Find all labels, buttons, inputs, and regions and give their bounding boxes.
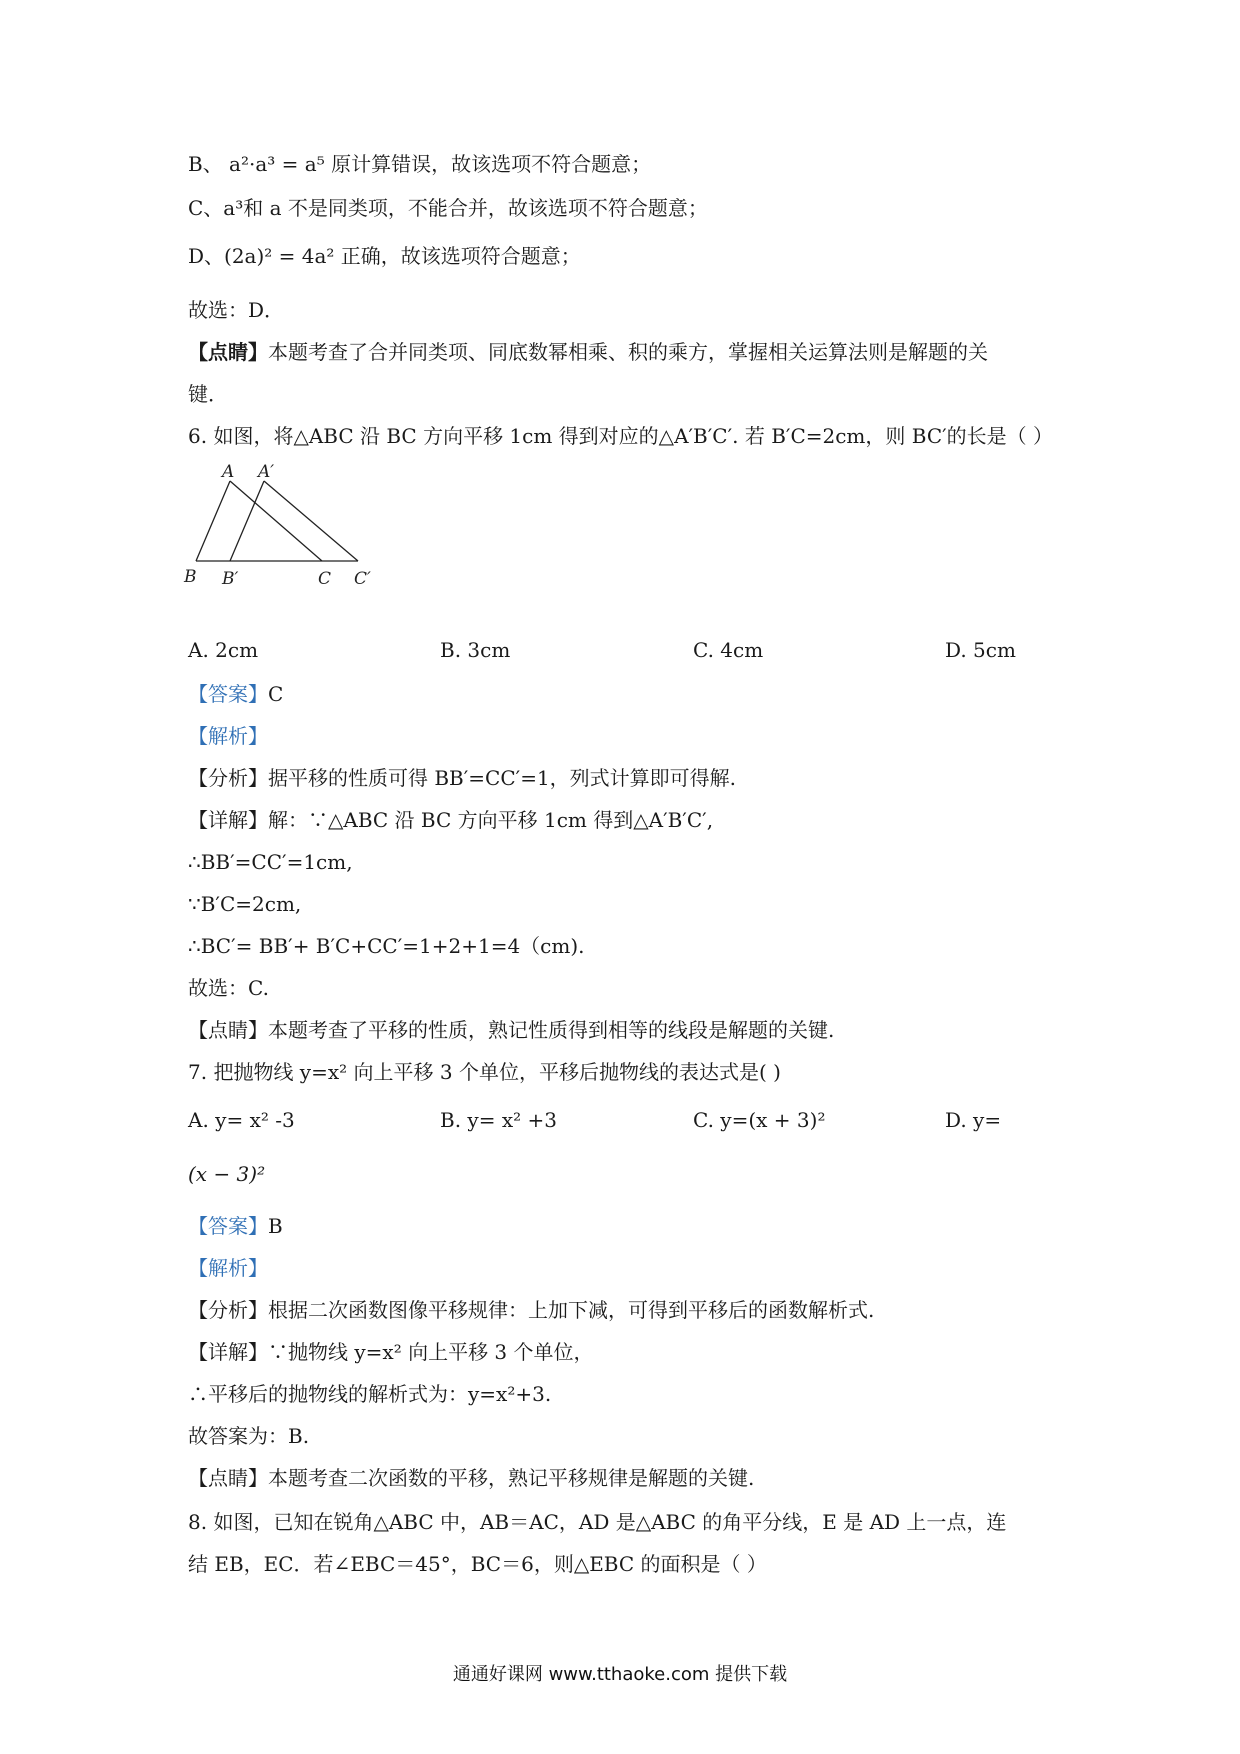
q6-option-d: D. 5cm [945, 638, 1016, 662]
q6-option-c: C. 4cm [693, 638, 764, 662]
q5-option-d-text: D、(2a)² = 4a² 正确，故该选项符合题意； [188, 244, 581, 268]
q7-option-b: B. y= x² +3 [440, 1108, 557, 1132]
q7-option-a: A. y= x² -3 [188, 1108, 295, 1132]
q6-xiangjie-text: 解：∵△ABC 沿 BC 方向平移 1cm 得到△A′B′C′, [268, 808, 714, 832]
q6-answer-value: C [268, 682, 284, 706]
q6-fenxi-tag: 【分析】 [188, 766, 268, 790]
q6-label-c1: C′ [354, 569, 371, 589]
q7-fenxi-line [188, 1296, 1068, 1324]
q6-answer-tag: 【答案】 [188, 682, 268, 706]
q5-option-c-text: C、a³和 a 不是同类项，不能合并，故该选项不符合题意； [188, 196, 708, 220]
q6-xiangjie-line [188, 806, 1068, 834]
q7-analysis-tag: 【解析】 [188, 1256, 268, 1280]
q8-stem-line-1: 8. 如图，已知在锐角△ABC 中，AB＝AC，AD 是△ABC 的角平分线，E 是 AD 上一点，连 [188, 1510, 1007, 1534]
q6-point-tag: 【点睛】 [188, 1018, 268, 1042]
q6-step-1: ∴BB′=CC′=1cm, [188, 850, 353, 874]
q7-xiangjie-text: ∵抛物线 y=x² 向上平移 3 个单位， [268, 1340, 594, 1364]
q7-choice: 故答案为：B. [188, 1424, 310, 1448]
q7-stem: 7. 把抛物线 y=x² 向上平移 3 个单位，平移后抛物线的表达式是( ) [188, 1060, 781, 1084]
q6-point-line [188, 1016, 1068, 1044]
q6-label-b1: B′ [222, 569, 239, 589]
q7-answer-tag: 【答案】 [188, 1214, 268, 1238]
q7-option-d: D. y= [945, 1108, 1002, 1132]
q7-point-line [188, 1464, 1068, 1492]
q5-point-text: 本题考查了合并同类项、同底数幂相乘、积的乘方，掌握相关运算法则是解题的关 [268, 340, 988, 364]
q7-option-d-continued: (x − 3)² [188, 1162, 266, 1186]
q5-point-tag: 【点睛】 [188, 340, 268, 364]
q6-fenxi-line [188, 764, 1068, 792]
q6-stem: 6. 如图，将△ABC 沿 BC 方向平移 1cm 得到对应的△A′B′C′. 若 B′C=2cm，则 BC′的长是（ ） [188, 424, 1054, 448]
q6-label-a1: A′ [258, 462, 275, 482]
q7-answer-value: B [268, 1214, 283, 1238]
q7-option-c: C. y=(x + 3)² [693, 1108, 826, 1132]
q6-label-a: A [222, 462, 235, 482]
q6-side-a1c1 [264, 481, 358, 561]
q5-option-b-text: B、 a²·a³ = a⁵ 原计算错误，故该选项不符合题意； [188, 152, 652, 176]
q7-answer-line [188, 1212, 1068, 1240]
q6-step-2: ∵B′C=2cm, [188, 892, 302, 916]
q7-xiangjie-line [188, 1338, 1068, 1366]
page-footer: 通通好课网 www.tthaoke.com 提供下载 [452, 1664, 788, 1685]
q6-label-c: C [318, 569, 332, 589]
q7-point-text: 本题考查二次函数的平移，熟记平移规律是解题的关键. [268, 1466, 755, 1490]
q5-choice: 故选：D． [188, 298, 285, 322]
q6-option-a: A. 2cm [188, 638, 259, 662]
q5-point-line [188, 338, 1068, 366]
q7-fenxi-text: 根据二次函数图像平移规律：上加下减，可得到平移后的函数解析式. [268, 1298, 875, 1322]
q6-point-text: 本题考查了平移的性质，熟记性质得到相等的线段是解题的关键. [268, 1018, 835, 1042]
q6-option-b: B. 3cm [440, 638, 511, 662]
q6-answer-line [188, 680, 1068, 708]
q6-step-3: ∴BC′= BB′+ B′C+CC′=1+2+1=4（cm). [188, 934, 585, 958]
q7-point-tag: 【点睛】 [188, 1466, 268, 1490]
q7-xiangjie-tag: 【详解】 [188, 1340, 268, 1364]
q6-side-ab [196, 481, 230, 561]
q5-point-continued: 键． [188, 382, 228, 406]
q6-choice: 故选：C. [188, 976, 269, 1000]
q6-xiangjie-tag: 【详解】 [188, 808, 268, 832]
q7-fenxi-tag: 【分析】 [188, 1298, 268, 1322]
q6-side-a1b1 [230, 481, 264, 561]
q6-label-b: B [184, 567, 197, 587]
q7-step-1: ∴平移后的抛物线的解析式为：y=x²+3. [188, 1382, 552, 1406]
q6-fenxi-text: 据平移的性质可得 BB′=CC′=1，列式计算即可得解. [268, 766, 737, 790]
q6-translation-figure [186, 462, 396, 592]
q8-stem-line-2: 结 EB，EC．若∠EBC＝45°，BC＝6，则△EBC 的面积是（ ） [188, 1552, 767, 1576]
q6-analysis-tag: 【解析】 [188, 724, 268, 748]
q6-side-ac [230, 481, 322, 561]
